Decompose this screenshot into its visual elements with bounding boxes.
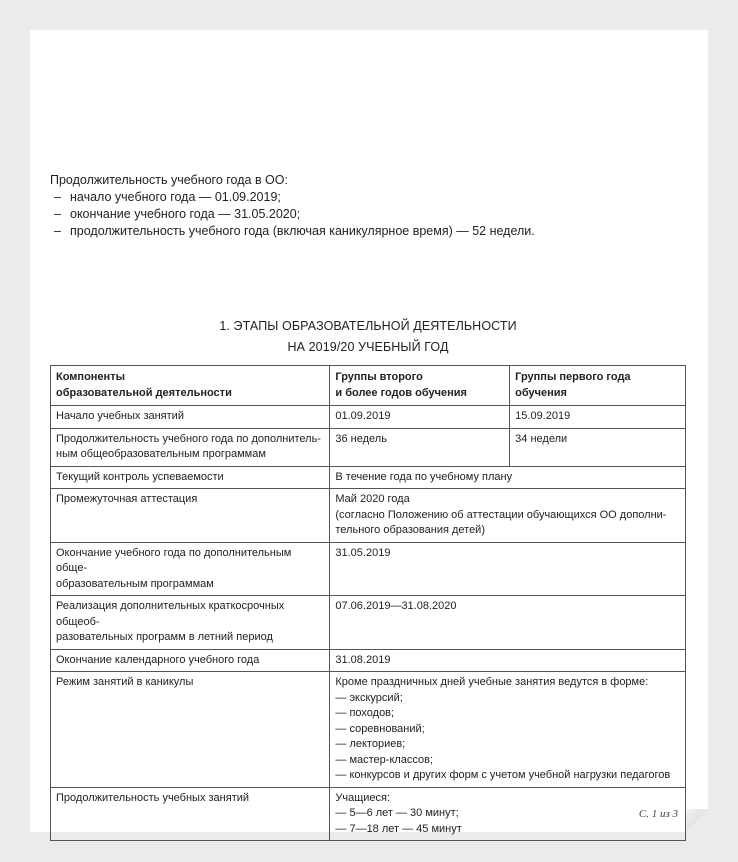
row-value-cell: В течение года по учебному плану — [330, 466, 686, 489]
row-value-cell: Кроме праздничных дней учебные занятия ведутся в форме: — экскурсий; — походов; — соревнований; — лекториев; — мастер-классов; — конкурсов и других форм с учетом учебной нагрузки педагогов — [330, 672, 686, 788]
section-heading — [50, 316, 686, 358]
list-item: – начало учебного года — 01.09.2019; — [50, 189, 535, 206]
row-value-first-year-cell: 15.09.2019 — [510, 406, 686, 429]
page-fold-corner — [686, 809, 708, 832]
row-label-cell: Начало учебных занятий — [51, 406, 330, 429]
table-body — [51, 406, 686, 841]
intro-list — [50, 189, 535, 240]
list-item: – продолжительность учебного года (включая каникулярное время) — 52 недели. — [50, 223, 535, 240]
row-label-cell: Режим занятий в каникулы — [51, 672, 330, 788]
table-row — [51, 428, 686, 466]
header-second-year-groups: Группы второго и более годов обучения — [330, 366, 510, 406]
row-label-cell: Продолжительность учебного года по дополнитель- ным общеобразовательным программам — [51, 428, 330, 466]
page-number: С. 1 из 3 — [638, 808, 678, 820]
row-label-cell: Реализация дополнительных краткосрочных общеоб- разовательных программ в летний период — [51, 596, 330, 650]
row-label-cell: Окончание учебного года по дополнительным обще- образовательным программам — [51, 542, 330, 596]
row-value-cell: 31.05.2019 — [330, 542, 686, 596]
header-first-year-groups: Группы первого года обучения — [510, 366, 686, 406]
row-label-cell: Текущий контроль успеваемости — [51, 466, 330, 489]
table-row — [51, 406, 686, 429]
table-row — [51, 466, 686, 489]
header-components: Компоненты образовательной деятельности — [51, 366, 330, 406]
row-value-second-year-cell: 01.09.2019 — [330, 406, 510, 429]
heading-line-2: НА 2019/20 УЧЕБНЫЙ ГОД — [287, 340, 449, 354]
heading-line-1: 1. ЭТАПЫ ОБРАЗОВАТЕЛЬНОЙ ДЕЯТЕЛЬНОСТИ — [219, 319, 517, 333]
row-label-cell: Продолжительность учебных занятий — [51, 787, 330, 841]
intro-title: Продолжительность учебного года в ОО: — [50, 173, 288, 187]
stages-table — [50, 365, 686, 841]
table-row — [51, 542, 686, 596]
table-row — [51, 596, 686, 650]
intro-block — [50, 172, 535, 240]
row-value-first-year-cell: 34 недели — [510, 428, 686, 466]
list-item: – окончание учебного года — 31.05.2020; — [50, 206, 535, 223]
row-label-cell: Промежуточная аттестация — [51, 489, 330, 543]
table-row — [51, 489, 686, 543]
row-value-cell: 31.08.2019 — [330, 649, 686, 672]
row-value-cell: Май 2020 года (согласно Положению об аттестации обучающихся ОО дополни- тельного образования детей) — [330, 489, 686, 543]
row-value-cell: 07.06.2019—31.08.2020 — [330, 596, 686, 650]
row-value-second-year-cell: 36 недель — [330, 428, 510, 466]
row-value-cell: Учащиеся: — 5—6 лет — 30 минут; — 7—18 лет — 45 минут — [330, 787, 686, 841]
row-label-cell: Окончание календарного учебного года — [51, 649, 330, 672]
table-header-row — [51, 366, 686, 406]
table-row — [51, 649, 686, 672]
table-row — [51, 787, 686, 841]
table-row — [51, 672, 686, 788]
